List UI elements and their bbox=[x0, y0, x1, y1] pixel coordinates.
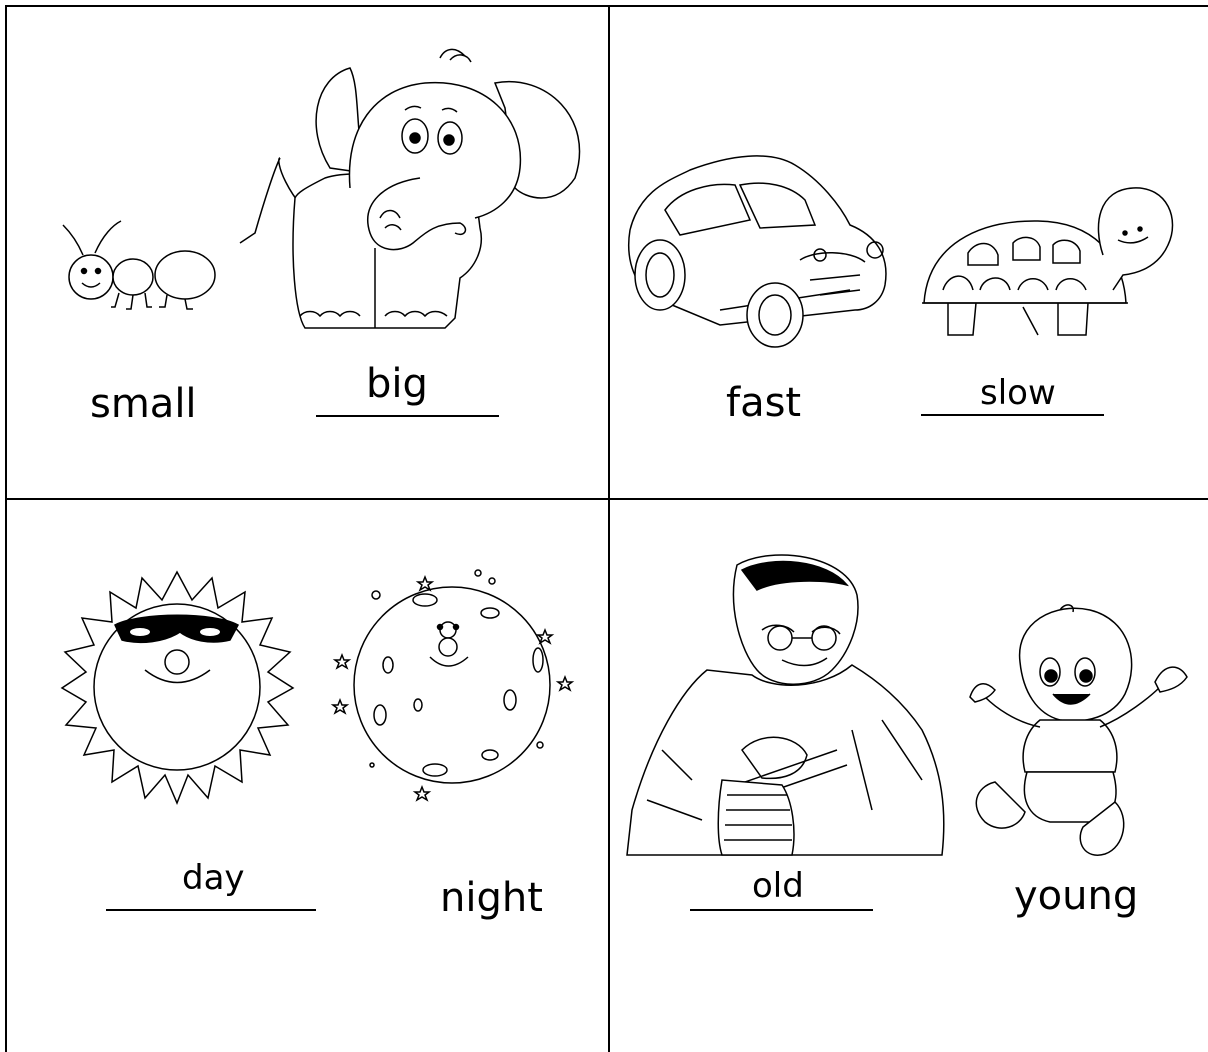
word-small: small bbox=[90, 381, 197, 427]
word-night: night bbox=[440, 875, 543, 921]
moon-drawing bbox=[330, 565, 580, 805]
answer-line-old bbox=[690, 909, 873, 911]
word-young: young bbox=[1014, 873, 1139, 919]
word-big: big bbox=[366, 361, 428, 407]
answer-line-big bbox=[316, 415, 499, 417]
grid-middle-horizontal bbox=[5, 498, 1208, 500]
answer-line-slow bbox=[921, 414, 1104, 416]
word-old: old bbox=[752, 866, 804, 906]
baby-drawing bbox=[965, 602, 1195, 860]
sun-with-sunglasses-drawing bbox=[60, 570, 295, 805]
ant-drawing bbox=[55, 215, 220, 315]
word-slow: slow bbox=[980, 373, 1056, 413]
grandmother-knitting-drawing bbox=[622, 550, 950, 860]
car-drawing bbox=[620, 150, 890, 350]
turtle-drawing bbox=[918, 185, 1178, 350]
grid-middle-vertical bbox=[608, 5, 610, 1052]
grid-top-border bbox=[5, 5, 1208, 7]
answer-line-day bbox=[106, 909, 316, 911]
word-fast: fast bbox=[726, 380, 802, 426]
elephant-drawing bbox=[235, 48, 590, 333]
word-day: day bbox=[182, 858, 245, 898]
grid-left-border bbox=[5, 5, 7, 1052]
